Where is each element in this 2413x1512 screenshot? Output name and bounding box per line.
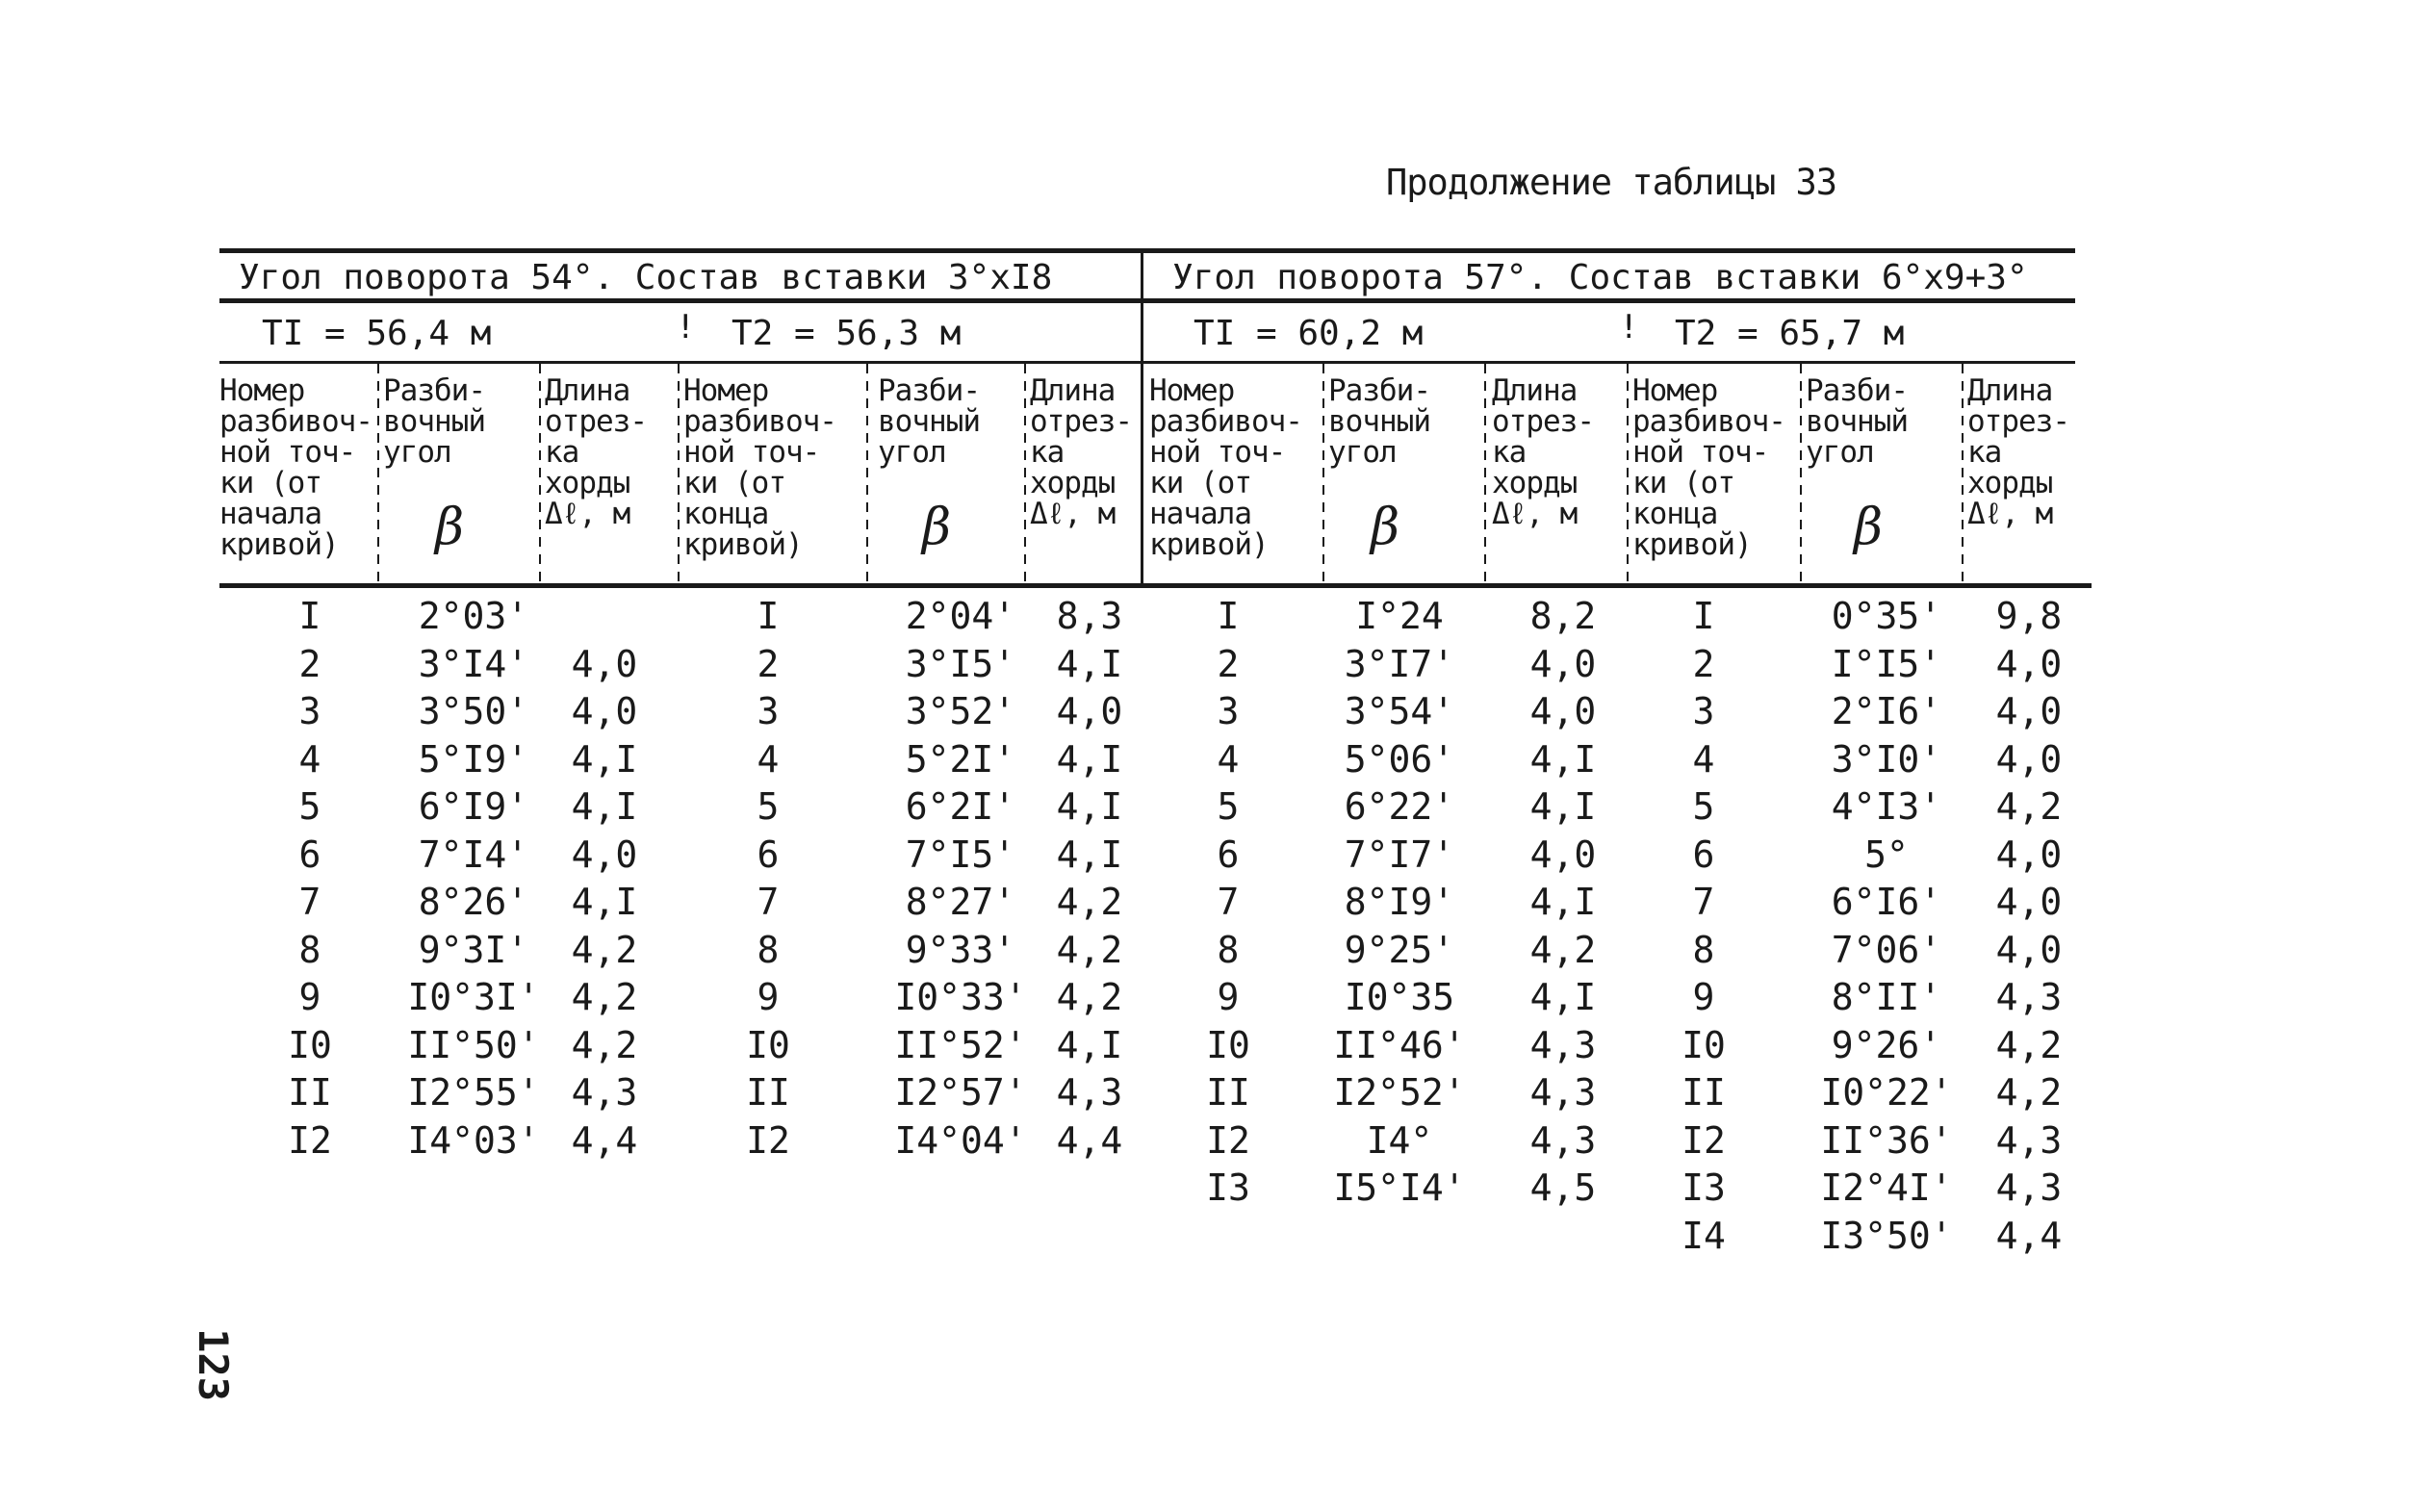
chord-length-cell: 4,I (571, 881, 638, 923)
separator-mark: ! (676, 308, 696, 346)
angle-value-cell: 8°27' (905, 881, 1016, 923)
left-block-title: Угол поворота 54°. Состав вставки 3°xI8 (239, 258, 1053, 297)
chord-length-cell: 4,3 (1995, 976, 2063, 1018)
chord-length-cell: 4,I (1056, 785, 1123, 828)
point-number-cell: 6 (1217, 833, 1240, 876)
beta-symbol: β (1371, 499, 1400, 556)
angle-value-cell: 6°22' (1344, 785, 1455, 828)
chord-length-cell: 4,I (1529, 976, 1597, 1018)
angle-value-cell: I0°33' (894, 976, 1027, 1018)
col-header-angle: Разби- вочный угол (878, 373, 980, 470)
col-header-point-end: Номер разбивоч- ной точ- ки (от конца кривой) (683, 373, 836, 562)
angle-value-cell: 3°54' (1344, 690, 1455, 732)
angle-value-cell: 8°II' (1831, 976, 1942, 1018)
angle-value-cell: I0°35 (1344, 976, 1455, 1018)
angle-value-cell: 8°I9' (1344, 881, 1455, 923)
right-block-title: Угол поворота 57°. Состав вставки 6°x9+3° (1172, 258, 2028, 297)
point-number-cell: 9 (298, 976, 321, 1018)
point-number-cell: 2 (298, 642, 321, 685)
header-col-divider (377, 364, 379, 583)
angle-value-cell: I2°52' (1333, 1071, 1466, 1114)
chord-length-cell: 4,I (1056, 833, 1123, 876)
point-number-cell: I (1217, 595, 1240, 637)
chord-length-cell: 4,2 (1995, 1071, 2063, 1114)
point-number-cell: II (746, 1071, 790, 1114)
header-col-divider (1627, 364, 1629, 583)
point-number-cell: 6 (1692, 833, 1715, 876)
angle-value-cell: 3°52' (905, 690, 1016, 732)
point-number-cell: 3 (298, 690, 321, 732)
beta-symbol: β (1854, 499, 1884, 556)
col-header-point-end: Номер разбивоч- ной точ- ки (от конца кривой) (1632, 373, 1785, 562)
chord-length-cell: 4,I (571, 737, 638, 781)
col-header-chord: Длина отрез- ка хорды Δℓ, м (545, 373, 647, 531)
point-number-cell: I2 (746, 1118, 790, 1162)
angle-value-cell: 8°26' (418, 881, 529, 923)
point-number-cell: 4 (1217, 737, 1240, 781)
angle-value-cell: 5°2I' (905, 737, 1016, 781)
header-col-divider (1962, 364, 1964, 583)
angle-value-cell: 3°I0' (1831, 737, 1942, 781)
point-number-cell: 3 (757, 690, 780, 732)
point-number-cell: 4 (757, 737, 780, 781)
col-header-chord: Длина отрез- ка хорды Δℓ, м (1492, 373, 1594, 531)
point-number-cell: 7 (1217, 881, 1240, 923)
chord-length-cell: 4,5 (1529, 1166, 1597, 1209)
point-number-cell: 7 (1692, 881, 1715, 923)
chord-length-cell: 4,0 (1529, 833, 1597, 876)
point-number-cell: 4 (1692, 737, 1715, 781)
point-number-cell: 3 (1692, 690, 1715, 732)
point-number-cell: II (288, 1071, 332, 1114)
point-number-cell: 4 (298, 737, 321, 781)
col-header-point-start: Номер разбивоч- ной точ- ки (от начала кривой) (219, 373, 372, 562)
col-header-point-start: Номер разбивоч- ной точ- ки (от начала кривой) (1149, 373, 1302, 562)
angle-value-cell: 7°06' (1831, 928, 1942, 971)
angle-value-cell: 9°25' (1344, 928, 1455, 971)
chord-length-cell: 4,3 (571, 1071, 638, 1114)
point-number-cell: 8 (298, 928, 321, 971)
chord-length-cell: 4,3 (1529, 1118, 1597, 1162)
table-top-rule (219, 248, 2075, 253)
col-header-angle: Разби- вочный угол (1328, 373, 1430, 470)
point-number-cell: I3 (1206, 1166, 1250, 1209)
point-number-cell: 5 (1217, 785, 1240, 828)
point-number-cell: 8 (1692, 928, 1715, 971)
chord-length-cell: 4,2 (1056, 928, 1123, 971)
angle-value-cell: 3°I7' (1344, 642, 1455, 685)
point-number-cell: I (1692, 595, 1715, 637)
point-number-cell: II (1681, 1071, 1726, 1114)
point-number-cell: 8 (757, 928, 780, 971)
angle-value-cell: 6°2I' (905, 785, 1016, 828)
chord-length-cell: 4,2 (1056, 881, 1123, 923)
point-number-cell: I4 (1681, 1214, 1726, 1257)
point-number-cell: 6 (298, 833, 321, 876)
chord-length-cell: 4,0 (571, 690, 638, 732)
chord-length-cell: 4,I (1529, 737, 1597, 781)
chord-length-cell: 4,I (1056, 642, 1123, 685)
col-header-angle: Разби- вочный угол (383, 373, 485, 470)
chord-length-cell: 4,0 (1995, 690, 2063, 732)
angle-value-cell: 5°I9' (418, 737, 529, 781)
angle-value-cell: II°36' (1820, 1118, 1953, 1162)
header-col-divider (866, 364, 868, 583)
page-number: 123 (190, 1328, 238, 1401)
point-number-cell: I (298, 595, 321, 637)
chord-length-cell: 4,0 (1995, 928, 2063, 971)
angle-value-cell: 7°I5' (905, 833, 1016, 876)
point-number-cell: I0 (1206, 1023, 1250, 1066)
angle-value-cell: 5° (1864, 833, 1909, 876)
chord-length-cell: 9,8 (1995, 595, 2063, 637)
beta-symbol: β (435, 499, 465, 556)
chord-length-cell: 4,0 (1995, 881, 2063, 923)
angle-value-cell: I0°22' (1820, 1071, 1953, 1114)
point-number-cell: 9 (1692, 976, 1715, 1018)
point-number-cell: I2 (1206, 1118, 1250, 1162)
point-number-cell: 5 (298, 785, 321, 828)
point-number-cell: 6 (757, 833, 780, 876)
chord-length-cell: 4,I (1529, 881, 1597, 923)
angle-value-cell: 4°I3' (1831, 785, 1942, 828)
chord-length-cell: 8,3 (1056, 595, 1123, 637)
chord-length-cell: 4,I (1056, 737, 1123, 781)
angle-value-cell: I4° (1366, 1118, 1433, 1162)
chord-length-cell: 4,0 (1056, 690, 1123, 732)
angle-value-cell: II°46' (1333, 1023, 1466, 1066)
chord-length-cell: 4,4 (571, 1118, 638, 1162)
point-number-cell: 5 (1692, 785, 1715, 828)
chord-length-cell: 4,0 (1995, 737, 2063, 781)
separator-mark: ! (1619, 308, 1639, 346)
header-col-divider (1484, 364, 1486, 583)
point-number-cell: 2 (1692, 642, 1715, 685)
point-number-cell: I3 (1681, 1166, 1726, 1209)
chord-length-cell: 4,4 (1995, 1214, 2063, 1257)
angle-value-cell: II°52' (894, 1023, 1027, 1066)
angle-value-cell: 5°06' (1344, 737, 1455, 781)
chord-length-cell: 4,2 (1529, 928, 1597, 971)
angle-value-cell: 9°33' (905, 928, 1016, 971)
chord-length-cell: 4,3 (1056, 1071, 1123, 1114)
chord-length-cell: 4,4 (1056, 1118, 1123, 1162)
chord-length-cell: 4,3 (1995, 1166, 2063, 1209)
beta-symbol: β (922, 499, 952, 556)
angle-value-cell: I3°50' (1820, 1214, 1953, 1257)
angle-value-cell: 7°I7' (1344, 833, 1455, 876)
chord-length-cell: 8,2 (1529, 595, 1597, 637)
point-number-cell: 2 (757, 642, 780, 685)
header-bottom-rule (219, 583, 2092, 588)
right-t1: TI = 60,2 м (1194, 314, 1424, 353)
angle-value-cell: 2°04' (905, 595, 1016, 637)
chord-length-cell: 4,0 (571, 642, 638, 685)
point-number-cell: 5 (757, 785, 780, 828)
point-number-cell: 9 (757, 976, 780, 1018)
chord-length-cell: 4,I (1529, 785, 1597, 828)
chord-length-cell: 4,0 (1995, 642, 2063, 685)
col-header-chord: Длина отрез- ка хорды Δℓ, м (1030, 373, 1132, 531)
point-number-cell: 9 (1217, 976, 1240, 1018)
point-number-cell: 7 (757, 881, 780, 923)
angle-value-cell: 2°03' (418, 595, 529, 637)
header-col-divider (1024, 364, 1026, 583)
angle-value-cell: 3°50' (418, 690, 529, 732)
block-divider (1141, 248, 1143, 585)
angle-value-cell: I2°57' (894, 1071, 1027, 1114)
col-header-angle: Разби- вочный угол (1806, 373, 1908, 470)
angle-value-cell: I4°04' (894, 1118, 1027, 1162)
header-col-divider (1322, 364, 1324, 583)
angle-value-cell: 9°3I' (418, 928, 529, 971)
point-number-cell: I0 (746, 1023, 790, 1066)
angle-value-cell: 7°I4' (418, 833, 529, 876)
angle-value-cell: 6°I9' (418, 785, 529, 828)
point-number-cell: I0 (288, 1023, 332, 1066)
right-t2: T2 = 65,7 м (1675, 314, 1905, 353)
point-number-cell: 3 (1217, 690, 1240, 732)
chord-length-cell: 4,2 (1995, 785, 2063, 828)
point-number-cell: I (757, 595, 780, 637)
angle-value-cell: 3°I4' (418, 642, 529, 685)
angle-value-cell: I2°4I' (1820, 1166, 1953, 1209)
angle-value-cell: 6°I6' (1831, 881, 1942, 923)
chord-length-cell: 4,2 (1056, 976, 1123, 1018)
t-values-bottom-rule (219, 361, 2075, 364)
left-t1: TI = 56,4 м (262, 314, 492, 353)
angle-value-cell: I°24 (1355, 595, 1444, 637)
table-caption: Продолжение таблицы 33 (1386, 162, 1837, 203)
angle-value-cell: II°50' (407, 1023, 540, 1066)
chord-length-cell: 4,I (571, 785, 638, 828)
angle-value-cell: I2°55' (407, 1071, 540, 1114)
point-number-cell: I2 (1681, 1118, 1726, 1162)
chord-length-cell: 4,2 (571, 1023, 638, 1066)
chord-length-cell: 4,0 (1529, 690, 1597, 732)
angle-value-cell: I0°3I' (407, 976, 540, 1018)
point-number-cell: I0 (1681, 1023, 1726, 1066)
angle-value-cell: 2°I6' (1831, 690, 1942, 732)
chord-length-cell: 4,2 (571, 976, 638, 1018)
header-col-divider (1800, 364, 1802, 583)
angle-value-cell: 0°35' (1831, 595, 1942, 637)
point-number-cell: 7 (298, 881, 321, 923)
left-t2: T2 = 56,3 м (732, 314, 962, 353)
angle-value-cell: I°I5' (1831, 642, 1942, 685)
angle-value-cell: 9°26' (1831, 1023, 1942, 1066)
chord-length-cell: 4,0 (1529, 642, 1597, 685)
chord-length-cell: 4,3 (1529, 1071, 1597, 1114)
chord-length-cell: 4,0 (1995, 833, 2063, 876)
header-col-divider (539, 364, 541, 583)
chord-length-cell: 4,2 (1995, 1023, 2063, 1066)
header-col-divider (678, 364, 680, 583)
angle-value-cell: I5°I4' (1333, 1166, 1466, 1209)
chord-length-cell: 4,I (1056, 1023, 1123, 1066)
chord-length-cell: 4,3 (1995, 1118, 2063, 1162)
point-number-cell: 8 (1217, 928, 1240, 971)
chord-length-cell: 4,0 (571, 833, 638, 876)
title-bottom-rule (219, 298, 2075, 303)
angle-value-cell: I4°03' (407, 1118, 540, 1162)
angle-value-cell: 3°I5' (905, 642, 1016, 685)
chord-length-cell: 4,3 (1529, 1023, 1597, 1066)
point-number-cell: I2 (288, 1118, 332, 1162)
col-header-chord: Длина отрез- ка хорды Δℓ, м (1967, 373, 2069, 531)
chord-length-cell: 4,2 (571, 928, 638, 971)
point-number-cell: II (1206, 1071, 1250, 1114)
point-number-cell: 2 (1217, 642, 1240, 685)
